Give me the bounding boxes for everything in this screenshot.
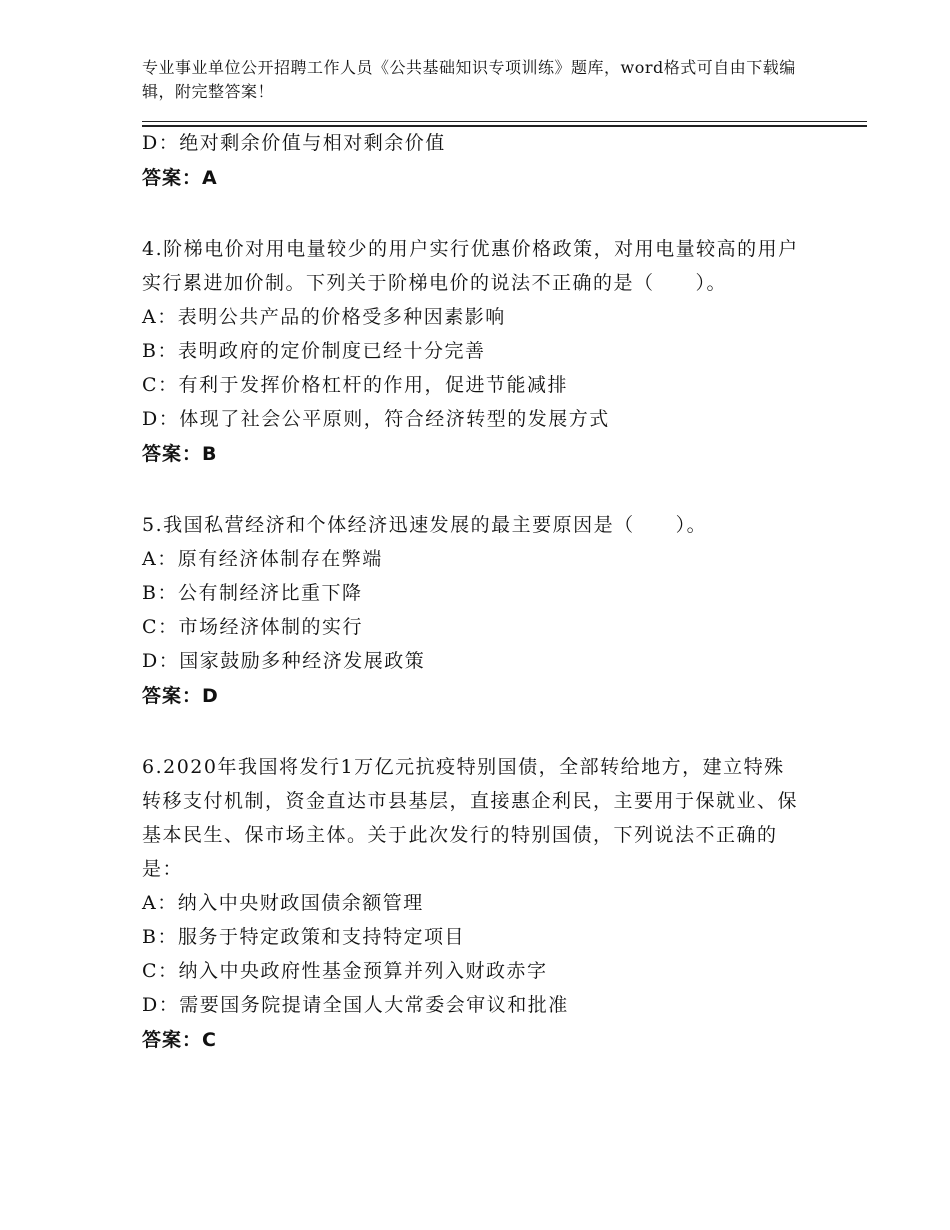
option-a: A：原有经济体制存在弊端 [142,548,383,570]
option-d: D：国家鼓励多种经济发展政策 [142,650,426,672]
question-5 [142,508,802,714]
answer: 答案：D [142,685,219,707]
answer: 答案：C [142,1029,217,1051]
option-b: B：表明政府的定价制度已经十分完善 [142,340,486,362]
question-stem: 5.我国私营经济和个体经济迅速发展的最主要原因是（ ）。 [142,514,708,536]
option-a: A：纳入中央财政国债余额管理 [142,892,424,914]
document-body [142,126,802,1058]
answer: 答案：B [142,443,218,465]
option-b: B：公有制经济比重下降 [142,582,363,604]
question-6 [142,750,802,1058]
answer: 答案：A [142,167,218,189]
header-rule-thin [142,121,867,122]
option-b: B：服务于特定政策和支持特定项目 [142,926,465,948]
question-3-continuation [142,126,802,196]
question-stem: 4.阶梯电价对用电量较少的用户实行优惠价格政策，对用电量较高的用户实行累进加价制。下列关于阶梯电价的说法不正确的是（ ）。 [142,238,799,294]
option-c: C：市场经济体制的实行 [142,616,364,638]
option-a: A：表明公共产品的价格受多种因素影响 [142,306,506,328]
option-d: D：需要国务院提请全国人大常委会审议和批准 [142,994,569,1016]
option-c: C：有利于发挥价格杠杆的作用，促进节能减排 [142,374,569,396]
option-d: D：绝对剩余价值与相对剩余价值 [142,132,446,154]
page-header: 专业事业单位公开招聘工作人员《公共基础知识专项训练》题库，word格式可自由下载编辑，附完整答案！ [142,58,796,101]
question-stem: 6.2020年我国将发行1万亿元抗疫特别国债，全部转给地方，建立特殊转移支付机制，资金直达市县基层，直接惠企利民，主要用于保就业、保基本民生、保市场主体。关于此次发行的特别国债，下列说法不正确的是： [142,756,799,880]
question-4 [142,232,802,472]
option-d: D：体现了社会公平原则，符合经济转型的发展方式 [142,408,610,430]
option-c: C：纳入中央政府性基金预算并列入财政赤字 [142,960,548,982]
